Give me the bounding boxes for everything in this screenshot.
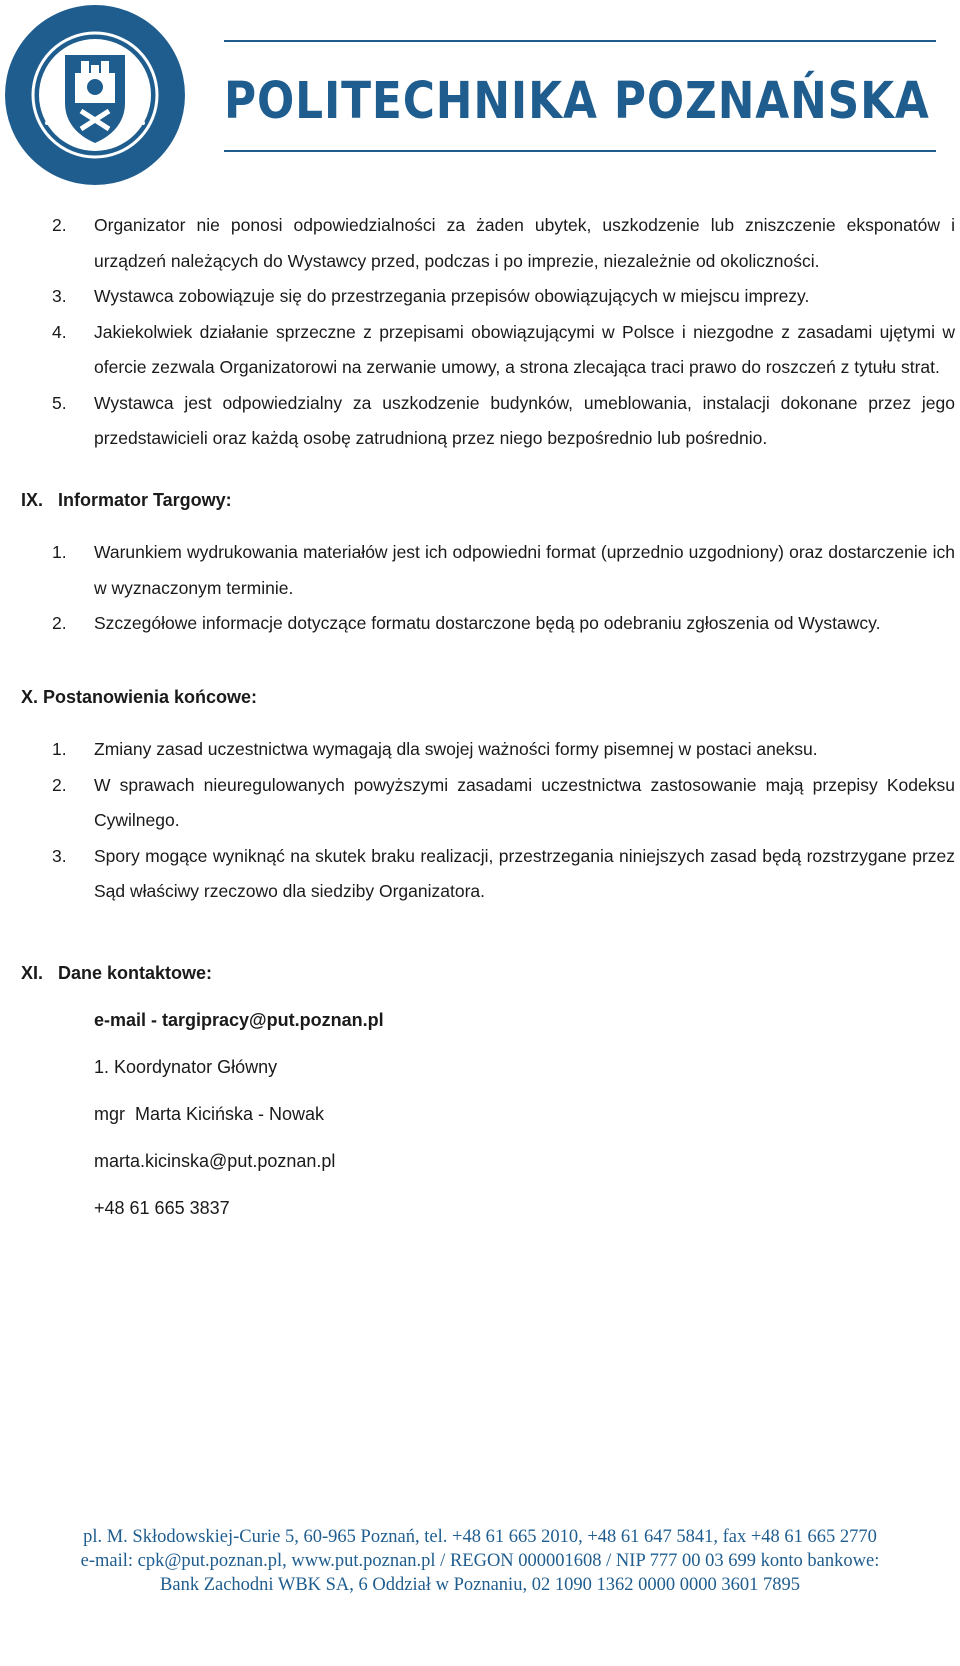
item-text: W sprawach nieuregulowanych powyższymi zasadami uczestnictwa zastosowanie mają przepisy Kodeksu Cywilnego. [94, 774, 955, 830]
coordinator-name: mgr Marta Kicińska - Nowak [94, 1104, 325, 1124]
section-heading-ix [21, 483, 955, 519]
list-item [52, 208, 955, 279]
footer-bank-line: Bank Zachodni WBK SA, 6 Oddział w Poznaniu, 02 1090 1362 0000 0000 3601 7895 [160, 1575, 800, 1595]
list-item [52, 279, 955, 315]
item-number: 2. [52, 774, 67, 795]
list-item [52, 768, 955, 839]
coordinator-email: marta.kicinska@put.poznan.pl [94, 1151, 336, 1171]
section-heading-xi [21, 956, 955, 992]
item-text: Jakiekolwiek działanie sprzeczne z przepisami obowiązującymi w Polsce i niezgodne z zasadami ujętymi w ofercie zezwala Organizatorowi na zerwanie umowy, a strona zlecająca traci prawo do roszczeń z tytułu strat. [94, 321, 955, 377]
page-footer [0, 1525, 960, 1597]
item-text: Organizator nie ponosi odpowiedzialności za żaden ubytek, uszkodzenie lub zniszczenie eksponatów i urządzeń należących do Wystawcy przed, podczas i po imprezie, niezależnie od okoliczności. [94, 215, 955, 271]
contact-email-line: e-mail - targipracy@put.poznan.pl [94, 1010, 384, 1030]
item-number: 3. [52, 845, 67, 866]
list-item [52, 315, 955, 386]
university-seal-logo [3, 3, 187, 187]
header-rule-top [224, 40, 936, 42]
coordinator-label: 1. Koordynator Główny [94, 1057, 278, 1077]
item-number: 2. [52, 613, 67, 633]
item-number: 5. [52, 392, 67, 413]
list-item [52, 839, 955, 910]
item-text: Warunkiem wydrukowania materiałów jest ich odpowiedni format (uprzednio uzgodniony) oraz dostarczenie ich w wyznaczonym terminie. [94, 542, 955, 598]
section-number: X. [21, 686, 39, 707]
section-number: IX. [21, 489, 44, 510]
page-header [0, 0, 960, 200]
header-rule-bottom [224, 150, 936, 152]
item-text: Wystawca zobowiązuje się do przestrzegania przepisów obowiązujących w miejscu imprezy. [94, 286, 810, 306]
item-number: 3. [52, 286, 67, 306]
section-heading-x [21, 680, 955, 716]
item-text: Zmiany zasad uczestnictwa wymagają dla swojej ważności formy pisemnej w postaci aneksu. [94, 739, 818, 759]
item-number: 2. [52, 215, 67, 235]
footer-address-line: pl. M. Skłodowskiej-Curie 5, 60-965 Poznań, tel. +48 61 665 2010, +48 61 647 5841, fax +48 61 665 2770 [83, 1527, 877, 1547]
section-title: Informator Targowy: [58, 489, 232, 510]
contact-block [94, 1008, 955, 1220]
item-number: 1. [52, 739, 67, 759]
footer-contact-line: e-mail: cpk@put.poznan.pl, www.put.poznan.pl / REGON 000001608 / NIP 777 00 03 699 konto bankowe: [80, 1551, 880, 1571]
document-body [21, 208, 955, 1243]
list-item [52, 386, 955, 457]
item-number: 1. [52, 542, 67, 562]
section-title: Dane kontaktowe: [58, 962, 213, 983]
coordinator-phone: +48 61 665 3837 [94, 1198, 230, 1218]
list-item [52, 535, 955, 606]
section-title: Postanowienia końcowe: [43, 686, 258, 707]
item-text: Wystawca jest odpowiedzialny za uszkodzenie budynków, umeblowania, instalacji dokonane przez jego przedstawicieli oraz każdą osobę zatrudnioną przez niego bezpośrednio lub pośrednio. [94, 392, 955, 448]
institution-title: POLITECHNIKA POZNAŃSKA [224, 72, 930, 131]
list-item [52, 606, 955, 642]
list-item [52, 732, 955, 768]
item-number: 4. [52, 321, 67, 342]
section-number: XI. [21, 962, 44, 983]
item-text: Spory mogące wyniknąć na skutek braku realizacji, przestrzegania niniejszych zasad będą rozstrzygane przez Sąd właściwy rzeczowo dla siedziby Organizatora. [94, 845, 955, 901]
item-text: Szczegółowe informacje dotyczące formatu dostarczone będą po odebraniu zgłoszenia od Wystawcy. [94, 613, 881, 633]
